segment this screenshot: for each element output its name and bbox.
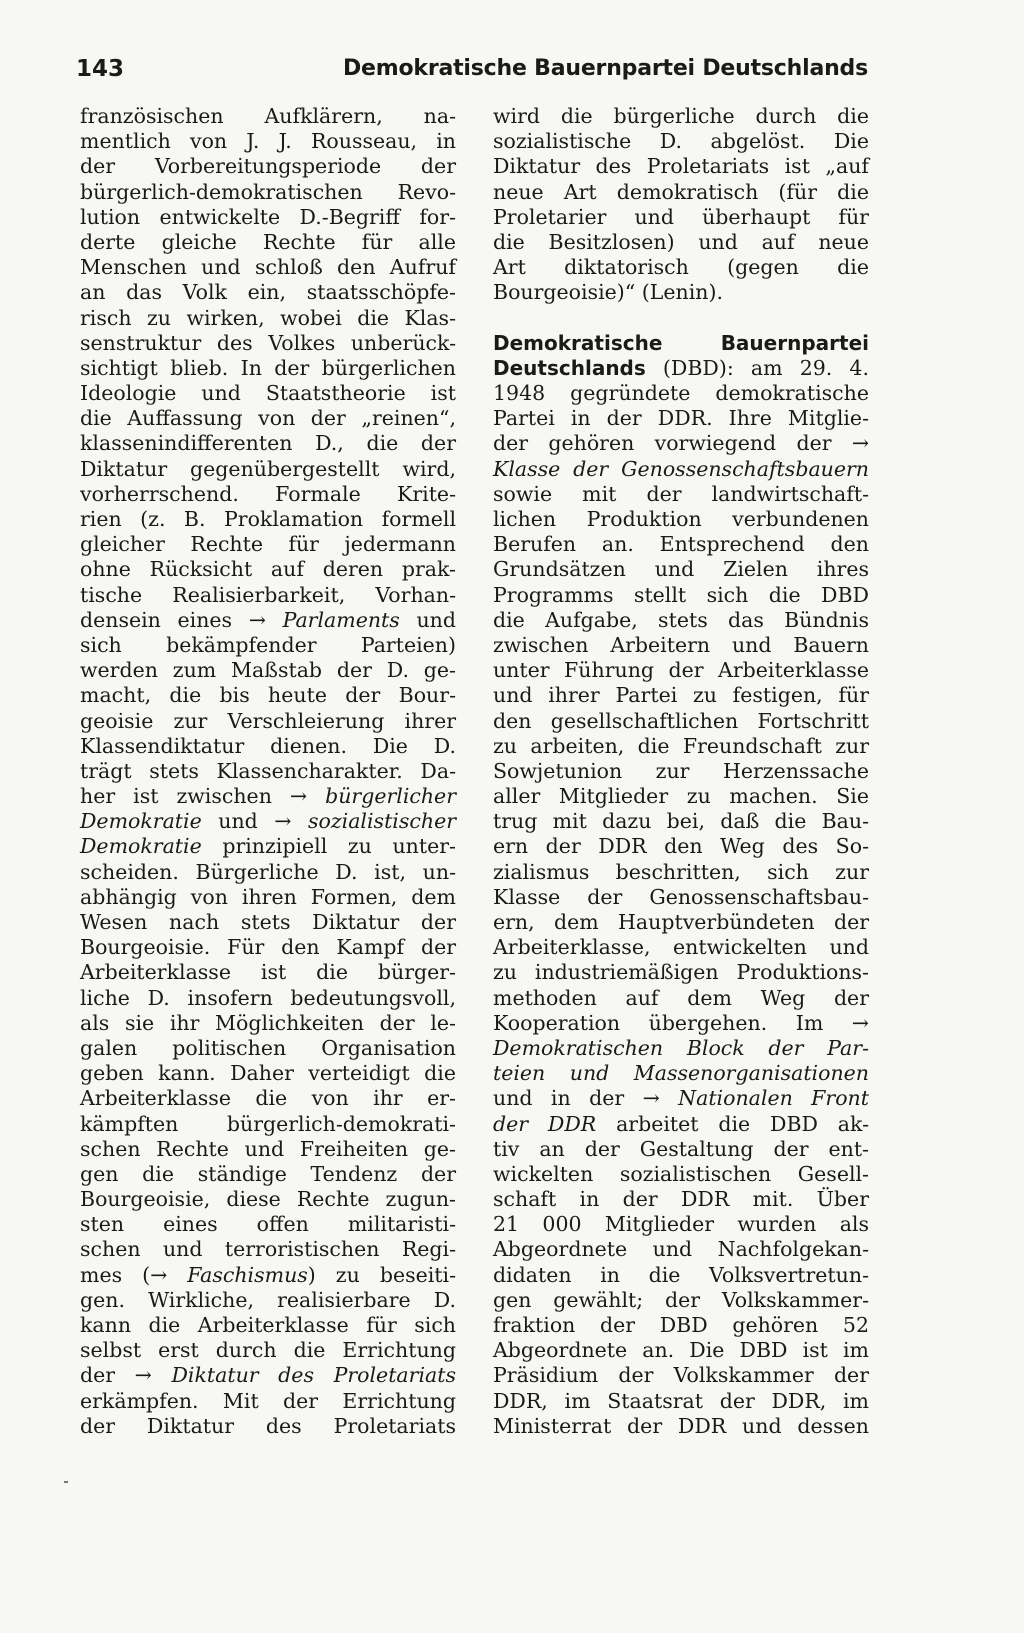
text-line <box>493 1187 869 1212</box>
text-segment: ern der DDR den Weg des So- <box>493 834 869 859</box>
text-segment: sozialistische D. abgelöst. Die <box>493 129 869 154</box>
text-line <box>80 1363 456 1388</box>
text-line <box>80 230 456 255</box>
text-line <box>80 633 456 658</box>
text-segment: methoden auf dem Weg der <box>493 985 869 1010</box>
text-line <box>493 1036 869 1061</box>
right-text-column <box>493 104 869 1439</box>
text-segment: Klassendiktatur dienen. Die D. <box>80 733 456 758</box>
text-segment: geben kann. Daher verteidigt die <box>80 1061 456 1086</box>
text-segment: rien (z. B. Proklamation formell <box>80 507 456 531</box>
text-line <box>80 1338 456 1363</box>
cross-reference: → Nationalen Front <box>642 1086 869 1111</box>
cross-reference: teien und Massenorganisationen <box>493 1061 869 1086</box>
text-segment: lution entwickelte D.-Begriff for- <box>80 204 456 229</box>
text-line <box>80 1162 456 1187</box>
text-line <box>80 608 456 633</box>
text-line <box>80 809 456 834</box>
text-line <box>493 834 869 859</box>
text-segment: zwischen Arbeitern und Bauern <box>493 632 869 657</box>
text-line <box>80 1036 456 1061</box>
text-line <box>493 1137 869 1162</box>
text-segment: Partei in der DDR. Ihre Mitglie- <box>493 406 869 431</box>
text-segment: zialismus beschritten, sich zur <box>493 859 869 884</box>
page-number: 143 <box>76 56 125 82</box>
text-segment: Wesen nach stets Diktatur der <box>80 910 456 934</box>
text-segment: sichtigt blieb. In der bürgerlichen <box>80 355 456 380</box>
text-line <box>493 230 869 255</box>
text-line <box>80 129 456 154</box>
text-line <box>80 709 456 734</box>
text-line <box>80 910 456 935</box>
text-segment: mentlich von J. J. Rousseau, in <box>80 129 456 154</box>
text-line <box>493 1086 869 1111</box>
text-segment: selbst erst durch die Errichtung <box>80 1338 456 1363</box>
text-line <box>80 860 456 885</box>
text-segment: risch zu wirken, wobei die Klas- <box>80 305 456 330</box>
text-segment: zu arbeiten, die Freundschaft zur <box>493 733 869 758</box>
text-line <box>493 583 869 608</box>
text-segment: Abgeordnete an. Die DBD ist im <box>493 1338 869 1363</box>
text-line <box>80 1137 456 1162</box>
text-segment: französischen Aufklärern, na- <box>80 104 456 128</box>
text-line <box>493 1288 869 1313</box>
text-line <box>493 129 869 154</box>
text-line <box>493 356 869 381</box>
text-line <box>80 960 456 985</box>
text-segment: klassenindifferenten D., die der <box>80 431 456 456</box>
text-line <box>80 1237 456 1262</box>
text-line <box>493 759 869 784</box>
text-line <box>493 885 869 910</box>
text-segment: Arbeiterklasse die von ihr er- <box>80 1086 456 1111</box>
cross-reference: Demokratischen Block der Par- <box>493 1035 869 1060</box>
text-line <box>493 910 869 935</box>
text-line <box>493 482 869 507</box>
text-segment: derte gleiche Rechte für alle <box>80 229 456 254</box>
text-line <box>493 104 869 129</box>
text-segment: erkämpfen. Mit der Errichtung <box>80 1388 456 1413</box>
text-line <box>80 381 456 406</box>
text-line <box>493 180 869 205</box>
text-line <box>80 557 456 582</box>
text-segment: abhängig von ihren Formen, dem <box>80 884 456 909</box>
cross-reference: → sozialistischer <box>274 809 456 834</box>
text-line <box>80 457 456 482</box>
text-line <box>493 683 869 708</box>
text-line <box>80 935 456 960</box>
text-segment: die Besitzlosen) und auf neue <box>493 229 869 254</box>
text-line <box>493 1061 869 1086</box>
text-line <box>80 1313 456 1338</box>
text-line <box>493 1162 869 1187</box>
text-segment: sich bekämpfender Parteien) <box>80 632 456 657</box>
text-segment: kann die Arbeiterklasse für sich <box>80 1313 456 1337</box>
cross-reference: → Diktatur des Proletariats <box>134 1363 456 1388</box>
text-line <box>493 532 869 557</box>
text-segment: scheiden. Bürgerliche D. ist, un- <box>80 859 456 884</box>
text-line <box>493 608 869 633</box>
text-line <box>493 1363 869 1388</box>
text-segment: (DBD): am 29. 4. <box>645 355 869 380</box>
print-speck <box>64 1481 68 1483</box>
text-line <box>493 205 869 230</box>
text-segment: und <box>399 607 456 632</box>
text-line <box>80 1011 456 1036</box>
text-segment: Programms stellt sich die DBD <box>493 582 869 607</box>
text-segment: 21 000 Mitglieder wurden als <box>493 1212 869 1237</box>
left-text-column <box>80 104 456 1439</box>
text-segment: Berufen an. Entsprechend den <box>493 532 869 557</box>
text-segment: neue Art demokratisch (für die <box>493 179 869 204</box>
text-line <box>493 154 869 179</box>
text-segment: Diktatur des Proletariats ist „auf <box>493 154 869 179</box>
text-line <box>493 557 869 582</box>
text-segment: senstruktur des Volkes unberück- <box>80 330 456 355</box>
text-line <box>493 406 869 431</box>
text-segment: den gesellschaftlichen Fortschritt <box>493 708 869 733</box>
text-line <box>80 532 456 557</box>
text-line <box>493 1112 869 1137</box>
text-line <box>493 1212 869 1237</box>
cross-reference: Klasse der Genossenschaftsbauern <box>493 456 869 481</box>
text-segment: an das Volk ein, staatsschöpfe- <box>80 280 456 305</box>
text-line <box>493 709 869 734</box>
text-line <box>493 255 869 280</box>
text-segment: her ist zwischen <box>80 784 290 809</box>
text-segment: trägt stets Klassencharakter. Da- <box>80 758 456 783</box>
text-line <box>493 1263 869 1288</box>
text-segment: geoisie zur Verschleierung ihrer <box>80 708 456 733</box>
text-segment: tiv an der Gestaltung der ent- <box>493 1136 869 1161</box>
text-segment: sowie mit der landwirtschaft- <box>493 481 869 506</box>
text-line <box>80 1414 456 1439</box>
text-line <box>80 1288 456 1313</box>
text-line <box>493 306 869 331</box>
text-segment: und in der <box>493 1086 643 1111</box>
text-segment: der gehören vorwiegend der → <box>493 431 869 456</box>
text-segment: tische Realisierbarkeit, Vorhan- <box>80 582 456 607</box>
text-segment: Arbeiterklasse ist die bürger- <box>80 960 456 985</box>
text-segment: 1948 gegründete demokratische <box>493 381 869 406</box>
text-segment: bürgerlich-demokratischen Revo- <box>80 179 456 204</box>
cross-reference: Demokratie <box>80 834 202 859</box>
text-segment: DDR, im Staatsrat der DDR, im <box>493 1388 869 1413</box>
text-line <box>493 1237 869 1262</box>
text-segment: densein eines <box>80 607 249 632</box>
text-line <box>493 658 869 683</box>
text-line <box>493 1338 869 1363</box>
text-segment: trug mit dazu bei, daß die Bau- <box>493 809 869 834</box>
text-segment: und <box>201 809 275 834</box>
text-segment: der Diktatur des Proletariats <box>80 1413 456 1438</box>
text-segment: Ideologie und Staatstheorie ist <box>80 381 456 406</box>
text-segment: Präsidium der Volkskammer der <box>493 1363 869 1388</box>
text-segment: unter Führung der Arbeiterklasse <box>493 658 869 683</box>
text-segment: die Auffassung von der „reinen“, <box>80 406 456 431</box>
text-segment: gen die ständige Tendenz der <box>80 1161 456 1186</box>
text-line <box>493 381 869 406</box>
text-line <box>80 255 456 280</box>
text-line <box>493 809 869 834</box>
text-line <box>80 683 456 708</box>
text-line <box>493 1414 869 1439</box>
text-segment: wickelten sozialistischen Gesell- <box>493 1161 869 1186</box>
text-line <box>80 154 456 179</box>
text-line <box>80 1086 456 1111</box>
text-segment: als sie ihr Möglichkeiten der le- <box>80 1010 456 1035</box>
text-segment: werden zum Maßstab der D. ge- <box>80 658 456 683</box>
text-segment: die Aufgabe, stets das Bündnis <box>493 607 869 632</box>
text-segment: didaten in die Volksvertretun- <box>493 1262 869 1287</box>
text-segment: schen Rechte und Freiheiten ge- <box>80 1136 456 1161</box>
cross-reference: → Parlaments <box>248 607 400 632</box>
text-line <box>80 734 456 759</box>
text-segment: Grundsätzen und Zielen ihres <box>493 557 869 582</box>
text-line <box>80 885 456 910</box>
cross-reference: → bürgerlicher <box>289 784 456 809</box>
text-line <box>80 356 456 381</box>
text-segment: sten eines offen militaristi- <box>80 1212 456 1237</box>
text-line <box>493 431 869 456</box>
text-segment: liche D. insofern bedeutungsvoll, <box>80 985 456 1010</box>
text-line <box>80 306 456 331</box>
text-segment: macht, die bis heute der Bour- <box>80 683 456 708</box>
text-segment: lichen Produktion verbundenen <box>493 507 869 531</box>
text-line <box>493 860 869 885</box>
text-line <box>493 986 869 1011</box>
entry-keyword: Deutschlands <box>493 355 646 380</box>
text-segment: Abgeordnete und Nachfolgekan- <box>493 1237 869 1262</box>
text-line <box>493 457 869 482</box>
text-segment: Proletarier und überhaupt für <box>493 204 869 229</box>
text-segment: Art diktatorisch (gegen die <box>493 255 869 280</box>
text-segment: Bourgeoisie. Für den Kampf der <box>80 935 456 960</box>
text-segment: Klasse der Genossenschaftsbau- <box>493 884 869 909</box>
text-line <box>80 1263 456 1288</box>
cross-reference: der DDR <box>493 1111 597 1136</box>
text-segment: kämpften bürgerlich-demokrati- <box>80 1111 456 1136</box>
text-segment: schaft in der DDR mit. Über <box>493 1187 869 1212</box>
text-segment: Bourgeoisie)“ (Lenin). <box>493 280 723 305</box>
text-line <box>80 406 456 431</box>
text-line <box>493 1389 869 1414</box>
text-segment: aller Mitglieder zu machen. Sie <box>493 784 869 809</box>
text-line <box>80 784 456 809</box>
text-line <box>493 935 869 960</box>
text-segment: der Vorbereitungsperiode der <box>80 154 456 179</box>
text-segment: vorherrschend. Formale Krite- <box>80 481 456 506</box>
text-segment: gen gewählt; der Volkskammer- <box>493 1287 869 1312</box>
text-line <box>493 960 869 985</box>
cross-reference: Demokratie <box>80 809 202 834</box>
page-header <box>76 52 868 86</box>
text-line <box>80 1187 456 1212</box>
text-segment: mes ( <box>80 1262 151 1287</box>
text-line <box>493 507 869 532</box>
text-segment: und ihrer Partei zu festigen, für <box>493 683 869 708</box>
text-line <box>493 784 869 809</box>
text-segment: schen und terroristischen Regi- <box>80 1237 456 1262</box>
text-line <box>80 986 456 1011</box>
entry-keyword: Demokratische Bauernpartei <box>493 330 869 355</box>
text-segment: Diktatur gegenübergestellt wird, <box>80 456 456 481</box>
text-segment: Arbeiterklasse, entwickelten und <box>493 935 869 960</box>
text-segment: Menschen und schloß den Aufruf <box>80 255 456 280</box>
text-line <box>80 205 456 230</box>
text-line <box>493 280 869 305</box>
text-segment: wird die bürgerliche durch die <box>493 104 869 128</box>
text-segment: ohne Rücksicht auf deren prak- <box>80 557 456 582</box>
text-line <box>80 834 456 859</box>
text-segment: arbeitet die DBD ak- <box>596 1111 869 1136</box>
text-segment: Sowjetunion zur Herzenssache <box>493 758 869 783</box>
text-segment: galen politischen Organisation <box>80 1035 456 1060</box>
text-line <box>493 734 869 759</box>
text-line <box>80 482 456 507</box>
text-segment: ern, dem Hauptverbündeten der <box>493 910 869 934</box>
text-line <box>80 658 456 683</box>
text-line <box>80 1061 456 1086</box>
text-segment: ) zu beseiti- <box>307 1262 456 1287</box>
text-segment: der <box>80 1363 135 1388</box>
cross-reference: → Faschismus <box>150 1262 308 1287</box>
text-segment: gleicher Rechte für jedermann <box>80 532 456 557</box>
text-segment: Kooperation übergehen. Im → <box>493 1010 869 1035</box>
text-segment: Bourgeoisie, diese Rechte zugun- <box>80 1187 456 1212</box>
text-line <box>80 1389 456 1414</box>
text-line <box>493 1313 869 1338</box>
text-segment: Ministerrat der DDR und dessen <box>493 1413 869 1438</box>
text-segment: gen. Wirkliche, realisierbare D. <box>80 1287 456 1312</box>
text-segment: zu industriemäßigen Produktions- <box>493 960 869 985</box>
text-line <box>80 1112 456 1137</box>
text-line <box>80 180 456 205</box>
text-segment: fraktion der DBD gehören 52 <box>493 1313 869 1337</box>
running-head: Demokratische Bauernpartei Deutschlands <box>342 56 868 81</box>
text-line <box>493 331 869 356</box>
text-line <box>80 431 456 456</box>
text-segment: prinzipiell zu unter- <box>201 834 456 859</box>
text-line <box>80 331 456 356</box>
text-line <box>80 583 456 608</box>
text-line <box>80 759 456 784</box>
text-line <box>493 633 869 658</box>
text-line <box>493 1011 869 1036</box>
text-line <box>80 104 456 129</box>
text-line <box>80 507 456 532</box>
text-line <box>80 1212 456 1237</box>
text-line <box>80 280 456 305</box>
